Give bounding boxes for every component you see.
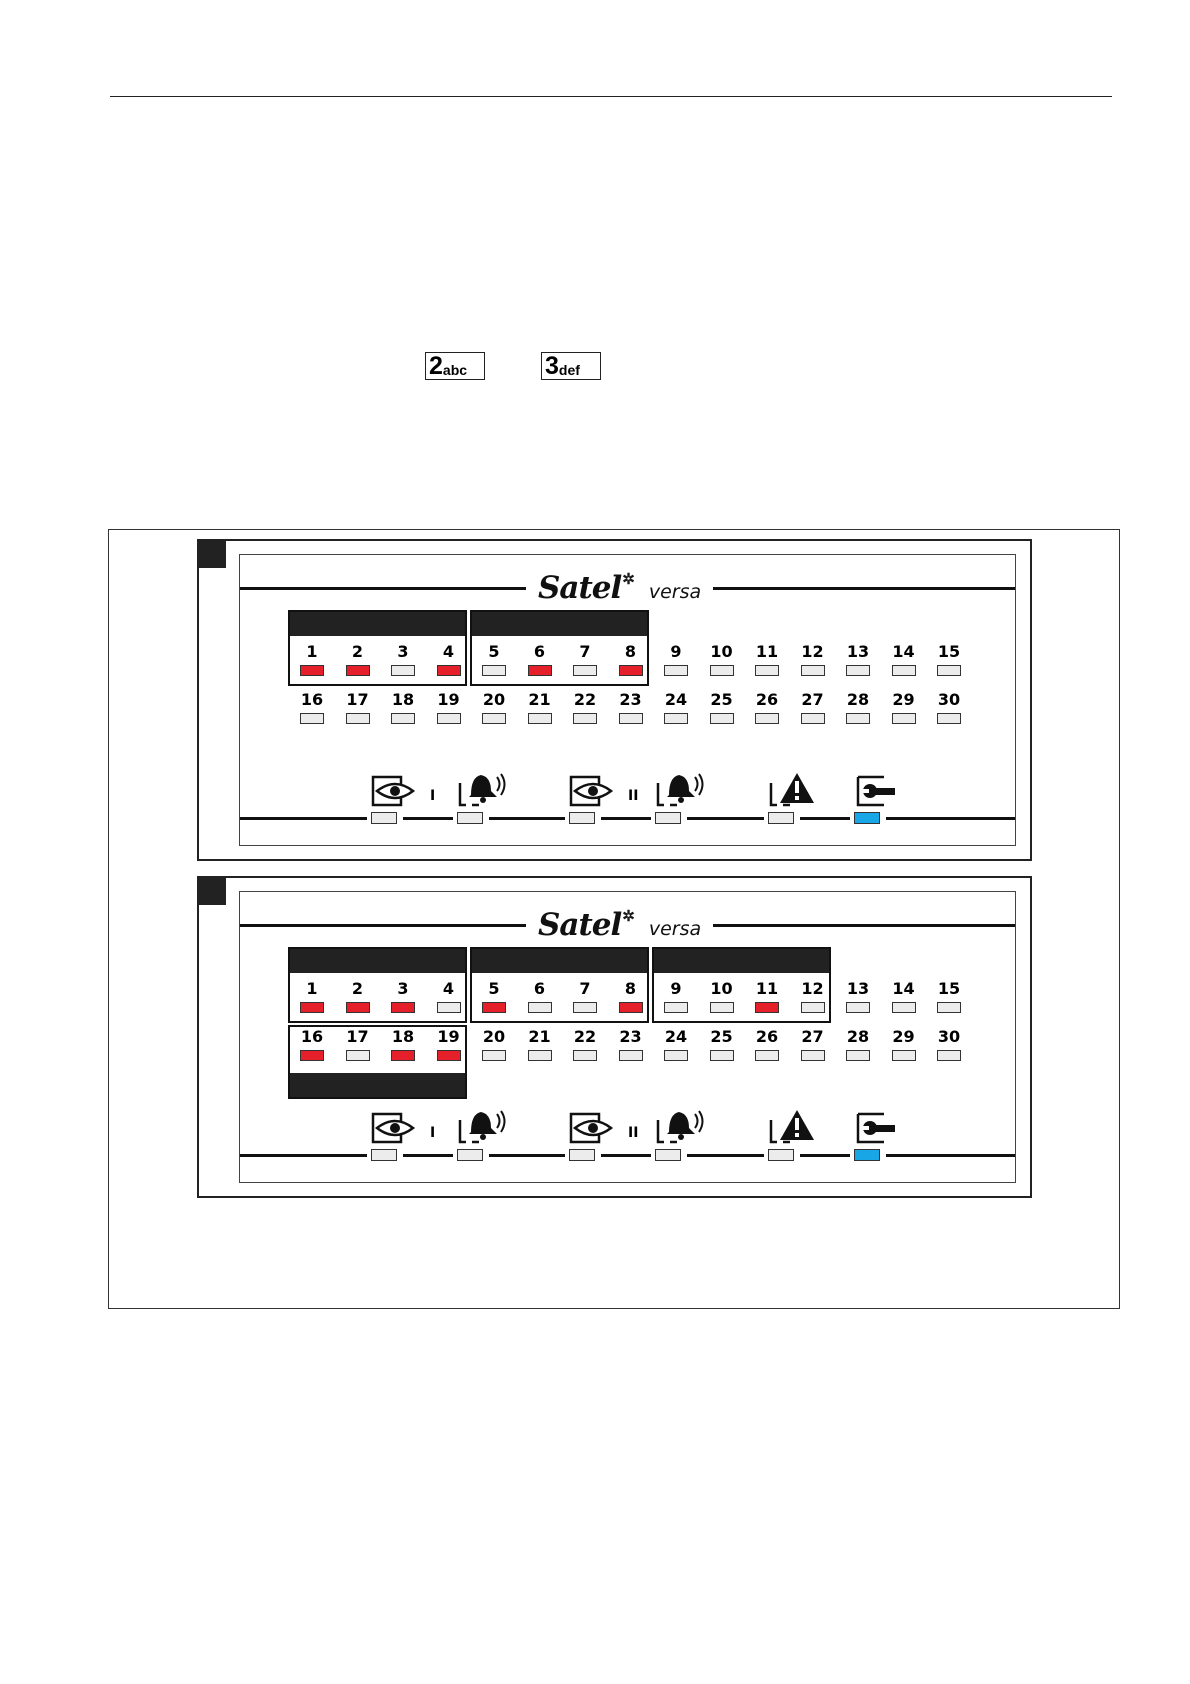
zone-7 <box>565 643 605 685</box>
zone-26 <box>747 1028 787 1070</box>
zone-number: 26 <box>755 1027 779 1046</box>
zone-number: 18 <box>391 1027 415 1046</box>
panel-tag <box>199 541 226 568</box>
zone-number: 21 <box>528 690 551 709</box>
zone-11 <box>747 980 787 1022</box>
zone-24 <box>656 691 696 733</box>
zone-led <box>892 1002 916 1013</box>
zone-5 <box>474 980 514 1022</box>
zone-number: 18 <box>391 690 415 709</box>
zone-number: 15 <box>937 642 961 661</box>
zone-number: 11 <box>755 642 779 661</box>
model-name: versa <box>648 918 702 940</box>
partition-bar <box>290 1073 465 1097</box>
zone-number: 4 <box>442 979 455 998</box>
zone-number: 10 <box>710 642 733 661</box>
armed-partition-1-icon <box>371 769 421 809</box>
zone-led <box>710 1050 734 1061</box>
zone-led <box>528 1002 552 1013</box>
zone-led <box>755 1002 779 1013</box>
zone-number: 7 <box>579 979 591 998</box>
zone-23 <box>611 1028 651 1070</box>
trouble-icon <box>768 1106 818 1146</box>
zone-led <box>755 665 779 676</box>
zone-26 <box>747 691 787 733</box>
zone-led <box>391 713 415 724</box>
zone-number: 12 <box>801 979 824 998</box>
header-rule <box>110 96 1112 97</box>
zone-led <box>573 1002 597 1013</box>
zone-25 <box>702 1028 742 1070</box>
zone-30 <box>929 691 969 733</box>
zone-led <box>801 713 825 724</box>
zone-led <box>346 665 370 676</box>
zone-led <box>346 713 370 724</box>
brand-name: Satel <box>538 570 622 606</box>
zone-led <box>573 713 597 724</box>
zone-number: 9 <box>670 979 682 998</box>
zone-22 <box>565 1028 605 1070</box>
keypad-face <box>239 891 1016 1183</box>
zone-number: 9 <box>670 642 682 661</box>
trouble-icon <box>768 769 818 809</box>
status-led <box>569 1149 595 1161</box>
zone-led <box>755 713 779 724</box>
brand-logo <box>526 570 713 604</box>
zone-number: 17 <box>346 1027 369 1046</box>
zone-led <box>482 713 506 724</box>
zone-1 <box>292 643 332 685</box>
zone-led <box>482 665 506 676</box>
zone-number: 23 <box>619 1027 642 1046</box>
zone-led <box>619 1002 643 1013</box>
zone-19 <box>429 691 469 733</box>
zone-led <box>300 1002 324 1013</box>
zone-2 <box>338 643 378 685</box>
zone-23 <box>611 691 651 733</box>
zone-led <box>391 1050 415 1061</box>
zone-20 <box>474 691 514 733</box>
brand-name: Satel <box>538 907 622 943</box>
zone-led <box>619 665 643 676</box>
zone-18 <box>383 691 423 733</box>
status-led <box>371 1149 397 1161</box>
zone-led <box>391 1002 415 1013</box>
zone-number: 30 <box>937 1027 961 1046</box>
zone-number: 17 <box>346 690 369 709</box>
zone-number: 14 <box>892 979 915 998</box>
key-2-letters: abc <box>442 362 468 378</box>
zone-number: 20 <box>482 1027 506 1046</box>
zone-17 <box>338 1028 378 1070</box>
zone-led <box>482 1002 506 1013</box>
zone-22 <box>565 691 605 733</box>
zone-number: 21 <box>528 1027 551 1046</box>
zone-30 <box>929 1028 969 1070</box>
zone-led <box>528 1050 552 1061</box>
status-led <box>854 1149 880 1161</box>
zone-27 <box>793 691 833 733</box>
brand-mark-icon: ✲ <box>622 571 635 588</box>
zone-number: 29 <box>892 1027 915 1046</box>
partition-bar <box>472 612 647 636</box>
brand-mark-icon: ✲ <box>622 908 635 925</box>
zone-5 <box>474 643 514 685</box>
zone-led <box>346 1050 370 1061</box>
zone-led <box>573 665 597 676</box>
zone-number: 8 <box>624 979 637 998</box>
partition-label: I <box>430 1125 436 1141</box>
zone-led <box>528 713 552 724</box>
zone-number: 13 <box>846 979 870 998</box>
zone-number: 7 <box>579 642 591 661</box>
zone-number: 5 <box>488 642 500 661</box>
zone-led <box>846 1050 870 1061</box>
zone-led <box>710 1002 734 1013</box>
zone-led <box>437 713 461 724</box>
zone-16 <box>292 1028 332 1070</box>
key-3-icon <box>541 352 601 380</box>
zone-led <box>755 1050 779 1061</box>
panel-tag <box>199 878 226 905</box>
partition-label: I <box>430 788 436 804</box>
zone-number: 10 <box>710 979 733 998</box>
zone-number: 19 <box>437 690 460 709</box>
zone-number: 11 <box>755 979 779 998</box>
zone-led <box>664 1002 688 1013</box>
zone-led <box>346 1002 370 1013</box>
zone-number: 8 <box>624 642 637 661</box>
zone-number: 4 <box>442 642 455 661</box>
zone-6 <box>520 643 560 685</box>
zone-number: 27 <box>801 690 824 709</box>
key-2-digit: 2 <box>429 352 442 380</box>
zone-led <box>937 1050 961 1061</box>
zone-28 <box>838 1028 878 1070</box>
zone-number: 28 <box>846 1027 870 1046</box>
zone-4 <box>429 980 469 1022</box>
zone-number: 16 <box>300 690 324 709</box>
status-led <box>655 812 681 824</box>
keypad-face <box>239 554 1016 846</box>
zone-10 <box>702 980 742 1022</box>
zone-25 <box>702 691 742 733</box>
zone-number: 24 <box>664 1027 688 1046</box>
zone-24 <box>656 1028 696 1070</box>
partition-label: II <box>628 788 639 804</box>
zone-16 <box>292 691 332 733</box>
partition-bar <box>472 949 647 973</box>
zone-13 <box>838 643 878 685</box>
zone-number: 12 <box>801 642 824 661</box>
zone-8 <box>611 980 651 1022</box>
zone-led <box>892 713 916 724</box>
zone-number: 22 <box>573 690 597 709</box>
zone-number: 14 <box>892 642 915 661</box>
zone-1 <box>292 980 332 1022</box>
zone-number: 24 <box>664 690 688 709</box>
zone-number: 3 <box>397 642 409 661</box>
zone-14 <box>884 643 924 685</box>
zone-led <box>846 1002 870 1013</box>
zone-8 <box>611 643 651 685</box>
zone-led <box>937 713 961 724</box>
zone-9 <box>656 643 696 685</box>
zone-led <box>846 713 870 724</box>
zone-21 <box>520 691 560 733</box>
zone-number: 30 <box>937 690 961 709</box>
armed-partition-1-icon <box>371 1106 421 1146</box>
key-2-icon <box>425 352 485 380</box>
zone-17 <box>338 691 378 733</box>
zone-18 <box>383 1028 423 1070</box>
zone-led <box>801 665 825 676</box>
zone-led <box>437 665 461 676</box>
zone-28 <box>838 691 878 733</box>
zone-number: 6 <box>533 642 546 661</box>
zone-led <box>710 665 734 676</box>
zone-led <box>892 665 916 676</box>
zone-led <box>664 665 688 676</box>
zone-number: 2 <box>351 979 364 998</box>
alarm-partition-1-icon <box>457 1106 507 1146</box>
status-led <box>371 812 397 824</box>
zone-11 <box>747 643 787 685</box>
armed-partition-2-icon <box>569 769 619 809</box>
zone-led <box>437 1050 461 1061</box>
zone-led <box>937 1002 961 1013</box>
zone-3 <box>383 980 423 1022</box>
status-line <box>240 817 1015 820</box>
zone-led <box>437 1002 461 1013</box>
zone-led <box>801 1050 825 1061</box>
partition-bar <box>654 949 829 973</box>
zone-number: 23 <box>619 690 642 709</box>
zone-4 <box>429 643 469 685</box>
alarm-partition-1-icon <box>457 769 507 809</box>
status-led <box>457 1149 483 1161</box>
zone-number: 27 <box>801 1027 824 1046</box>
partition-bar <box>290 612 465 636</box>
zone-19 <box>429 1028 469 1070</box>
status-led <box>768 812 794 824</box>
armed-partition-2-icon <box>569 1106 619 1146</box>
alarm-partition-2-icon <box>655 769 705 809</box>
zone-number: 20 <box>482 690 506 709</box>
zone-led <box>710 713 734 724</box>
status-line <box>240 1154 1015 1157</box>
zone-number: 25 <box>710 1027 733 1046</box>
zone-number: 16 <box>300 1027 324 1046</box>
zone-number: 3 <box>397 979 409 998</box>
zone-led <box>664 713 688 724</box>
zone-number: 13 <box>846 642 870 661</box>
partition-bar <box>290 949 465 973</box>
status-led <box>768 1149 794 1161</box>
keypad-panel <box>197 876 1032 1198</box>
status-led <box>569 812 595 824</box>
zone-13 <box>838 980 878 1022</box>
zone-12 <box>793 643 833 685</box>
zone-number: 26 <box>755 690 779 709</box>
zone-number: 25 <box>710 690 733 709</box>
zone-14 <box>884 980 924 1022</box>
zone-led <box>937 665 961 676</box>
zone-29 <box>884 691 924 733</box>
zone-number: 22 <box>573 1027 597 1046</box>
zone-led <box>300 665 324 676</box>
zone-3 <box>383 643 423 685</box>
status-led <box>854 812 880 824</box>
zone-number: 15 <box>937 979 961 998</box>
key-3-letters: def <box>558 362 580 378</box>
zone-21 <box>520 1028 560 1070</box>
zone-led <box>391 665 415 676</box>
zone-20 <box>474 1028 514 1070</box>
zone-led <box>573 1050 597 1061</box>
zone-led <box>528 665 552 676</box>
partition-label: II <box>628 1125 639 1141</box>
zone-led <box>300 713 324 724</box>
key-3-digit: 3 <box>545 352 558 380</box>
zone-number: 5 <box>488 979 500 998</box>
zone-2 <box>338 980 378 1022</box>
zone-27 <box>793 1028 833 1070</box>
zone-led <box>801 1002 825 1013</box>
zone-number: 29 <box>892 690 915 709</box>
zone-led <box>619 713 643 724</box>
zone-29 <box>884 1028 924 1070</box>
zone-15 <box>929 980 969 1022</box>
status-led <box>655 1149 681 1161</box>
zone-number: 6 <box>533 979 546 998</box>
zone-7 <box>565 980 605 1022</box>
zone-led <box>892 1050 916 1061</box>
keypad-panel <box>197 539 1032 861</box>
model-name: versa <box>648 581 702 603</box>
brand-logo <box>526 907 713 941</box>
alarm-partition-2-icon <box>655 1106 705 1146</box>
status-led <box>457 812 483 824</box>
service-wrench-icon <box>854 769 904 809</box>
zone-12 <box>793 980 833 1022</box>
zone-15 <box>929 643 969 685</box>
zone-led <box>846 665 870 676</box>
zone-number: 19 <box>437 1027 460 1046</box>
zone-led <box>482 1050 506 1061</box>
service-wrench-icon <box>854 1106 904 1146</box>
zone-number: 1 <box>306 979 318 998</box>
zone-number: 28 <box>846 690 870 709</box>
zone-led <box>664 1050 688 1061</box>
zone-6 <box>520 980 560 1022</box>
zone-number: 2 <box>351 642 364 661</box>
zone-9 <box>656 980 696 1022</box>
zone-number: 1 <box>306 642 318 661</box>
zone-led <box>300 1050 324 1061</box>
zone-10 <box>702 643 742 685</box>
zone-led <box>619 1050 643 1061</box>
